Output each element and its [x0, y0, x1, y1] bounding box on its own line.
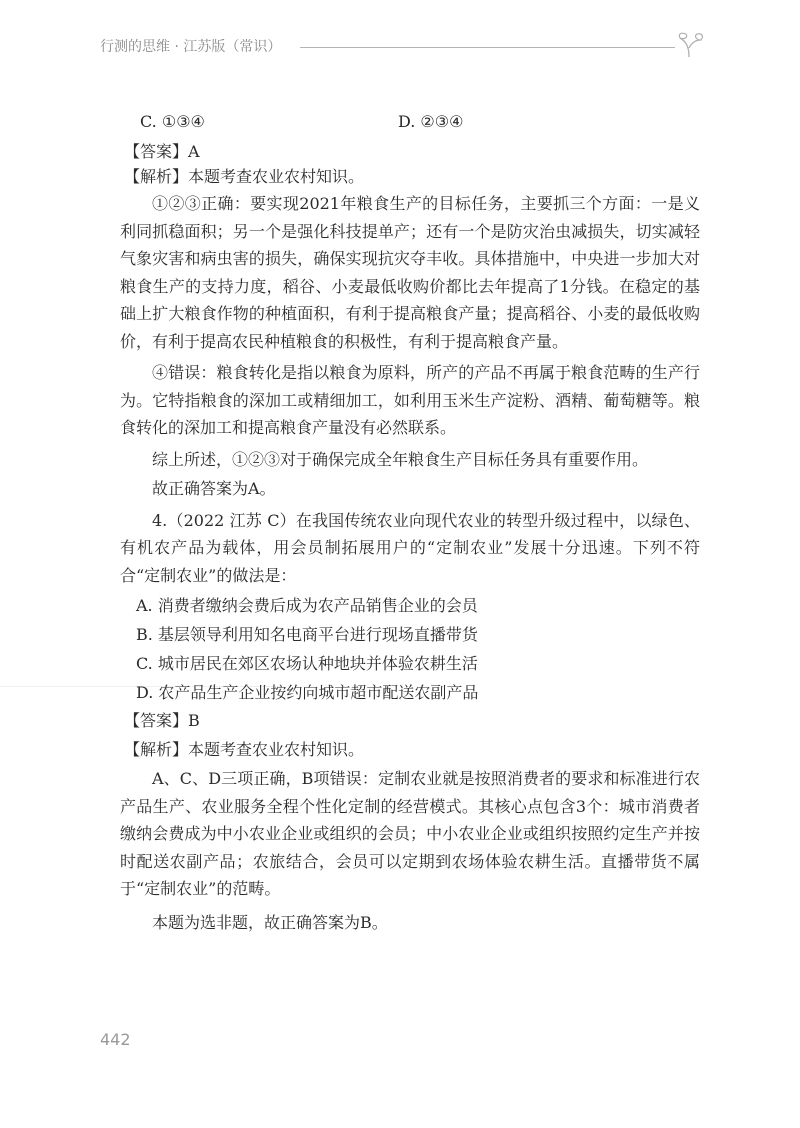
option-a: A. 消费者缴纳会费后成为农产品销售企业的会员	[136, 596, 478, 615]
option-b: B. 基层领导利用知名电商平台进行现场直播带货	[136, 625, 478, 644]
page-content	[120, 108, 700, 936]
answer-label: 【答案】A	[124, 142, 200, 161]
question-stem: 4.（2022 江苏 C）在我国传统农业向现代农业的转型升级过程中，以绿色、有机农产品为载体，用会员制拓展用户的“定制农业”发展十分迅速。下列不符合“定制农业”的做法是：	[120, 510, 700, 585]
option-d: D. ②③④	[398, 112, 464, 131]
page-number: 442	[100, 1030, 131, 1049]
option-c: C. 城市居民在郊区农场认种地块并体验农耕生活	[136, 654, 478, 673]
header-title: 行测的思维 · 江苏版（常识）	[100, 39, 282, 55]
analysis-intro: 【解析】本题考查农业农村知识。	[124, 167, 365, 186]
analysis-paragraph: 本题为选非题，故正确答案为B。	[152, 912, 388, 932]
question-options	[120, 593, 700, 705]
analysis-paragraph: A、C、D三项正确，B项错误：定制农业就是按照消费者的要求和标准进行农产品生产、农业服务全程个性化定制的经营模式。其核心点包含3个：城市消费者缴纳会费成为中小农业企业或组织的会员；中小农业企业或组织按照约定生产并按时配送农副产品；农旅结合，会员可以定期到农场体验农耕生活。直播带货不属于“定制农业”的范畴。	[120, 769, 700, 898]
running-header	[100, 30, 705, 70]
analysis-paragraph: ①②③正确：要实现2021年粮食生产的目标任务，主要抓三个方面：一是义利同抓稳面积；另一个是强化科技提单产；还有一个是防灾治虫减损失，切实减轻气象灾害和病虫害的损失，确保实现抗灾夺丰收。具体措施中，中央进一步加大对粮食生产的支持力度，稻谷、小麦最低收购价都比去年提高了1分钱。在稳定的基础上扩大粮食作物的种植面积，有利于提高粮食产量；提高稻谷、小麦的最低收购价，有利于提高农民种植粮食的积极性，有利于提高粮食产量。	[120, 194, 700, 351]
option-c: C. ①③④	[140, 112, 205, 131]
analysis-intro: 【解析】本题考查农业农村知识。	[124, 740, 365, 759]
sprout-icon	[672, 30, 706, 58]
analysis-paragraph: 综上所述，①②③对于确保完成全年粮食生产目标任务具有重要作用。	[152, 449, 649, 469]
analysis-paragraph: 故正确答案为A。	[152, 479, 276, 498]
option-d: D. 农产品生产企业按约向城市超市配送农副产品	[136, 683, 479, 702]
prev-question-options	[120, 108, 700, 136]
answer-label: 【答案】B	[124, 711, 200, 730]
analysis-paragraph: ④错误：粮食转化是指以粮食为原料，所产的产品不再属于粮食范畴的生产行为。它特指粮食的深加工或精细加工，如利用玉米生产淀粉、酒精、葡萄糖等。粮食转化的深加工和提高粮食产量没有必然联系。	[120, 363, 700, 437]
header-rule	[300, 47, 675, 48]
